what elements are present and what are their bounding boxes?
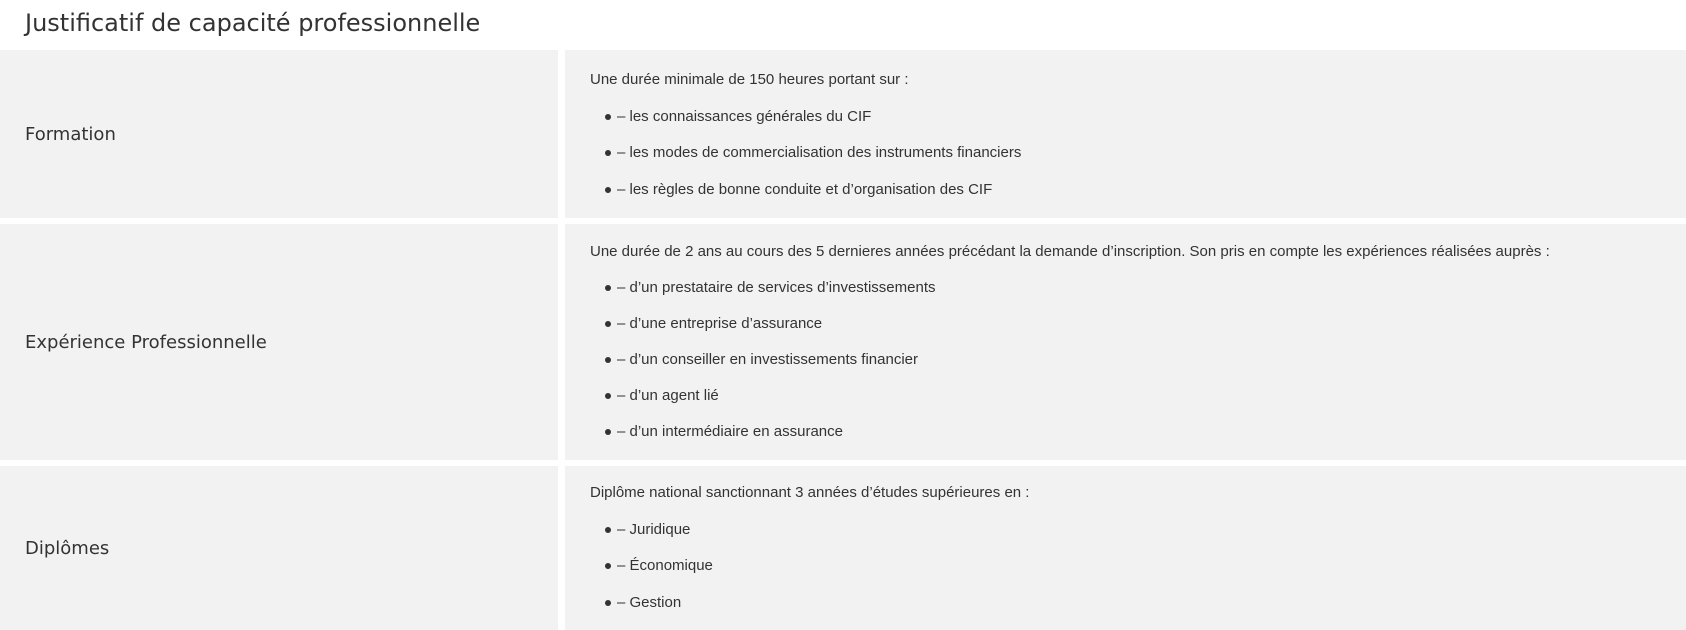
bullet-icon — [605, 114, 611, 120]
bullet-icon — [605, 527, 611, 533]
row-content-cell — [562, 463, 1686, 630]
row-label-cell — [0, 50, 562, 221]
list-item — [605, 278, 1686, 298]
list-item-text: – les règles de bonne conduite et d’organisation des CIF — [617, 181, 992, 198]
list-item — [605, 314, 1686, 334]
row-label: Formation — [0, 124, 558, 145]
list-item — [605, 556, 1686, 576]
list-item-text: – d’un prestataire de services d’investissements — [617, 279, 936, 296]
list-item — [605, 520, 1686, 540]
list-item-text: – d’un intermédiaire en assurance — [617, 423, 843, 440]
table-row-diplomes — [0, 463, 1686, 630]
row-label-cell — [0, 463, 562, 630]
list-item — [605, 422, 1686, 442]
row-label: Diplômes — [0, 538, 558, 559]
list-item-text: – d’une entreprise d’assurance — [617, 315, 822, 332]
requirement-list — [590, 107, 1686, 200]
bullet-icon — [605, 429, 611, 435]
table-row-experience — [0, 221, 1686, 463]
row-intro: Une durée de 2 ans au cours des 5 dernieres années précédant la demande d’inscription. Son pris en compte les expériences réalisées auprès : — [590, 242, 1686, 262]
row-label-cell — [0, 221, 562, 463]
list-item — [605, 386, 1686, 406]
list-item-text: – d’un conseiller en investissements financier — [617, 351, 918, 368]
row-intro: Diplôme national sanctionnant 3 années d’études supérieures en : — [590, 483, 1686, 503]
bullet-icon — [605, 393, 611, 399]
row-content-cell — [562, 50, 1686, 221]
list-item-text: – les modes de commercialisation des instruments financiers — [617, 144, 1021, 161]
page-title: Justificatif de capacité professionnelle — [0, 0, 1686, 50]
requirement-list — [590, 520, 1686, 613]
bullet-icon — [605, 357, 611, 363]
list-item — [605, 593, 1686, 613]
bullet-icon — [605, 563, 611, 569]
row-intro: Une durée minimale de 150 heures portant sur : — [590, 70, 1686, 90]
list-item — [605, 350, 1686, 370]
requirement-list — [590, 278, 1686, 442]
list-item-text: – Juridique — [617, 521, 690, 538]
bullet-icon — [605, 321, 611, 327]
bullet-icon — [605, 150, 611, 156]
list-item-text: – Gestion — [617, 594, 681, 611]
list-item — [605, 107, 1686, 127]
table-row-formation — [0, 50, 1686, 221]
list-item-text: – Économique — [617, 557, 713, 574]
row-content-cell — [562, 221, 1686, 463]
row-label: Expérience Professionnelle — [0, 332, 558, 353]
list-item-text: – d’un agent lié — [617, 387, 719, 404]
bullet-icon — [605, 285, 611, 291]
list-item — [605, 180, 1686, 200]
list-item — [605, 143, 1686, 163]
list-item-text: – les connaissances générales du CIF — [617, 108, 871, 125]
bullet-icon — [605, 187, 611, 193]
bullet-icon — [605, 600, 611, 606]
requirements-table — [0, 50, 1686, 630]
